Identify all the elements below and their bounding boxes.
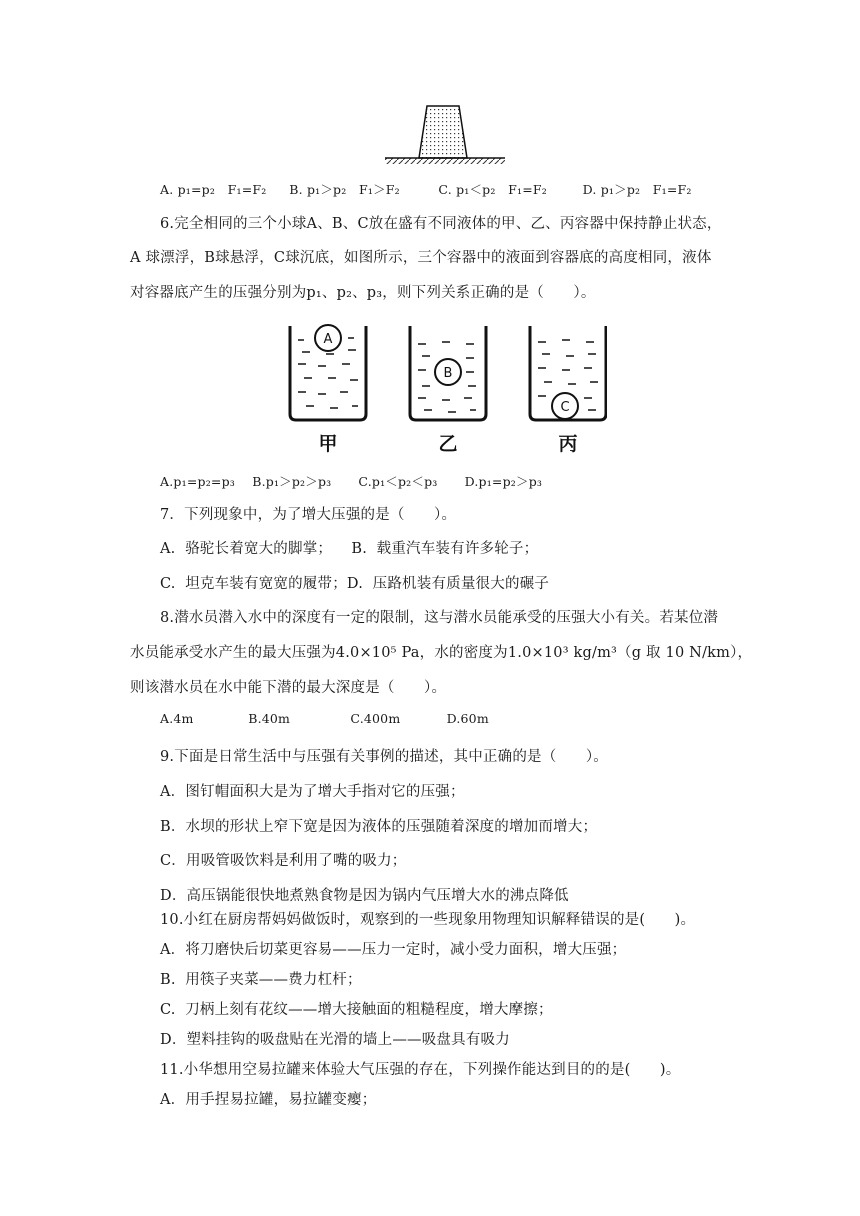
q7-options-line1[interactable]: A. 骆驼长着宽大的脚掌； B. 载重汽车装有许多轮子； <box>160 541 539 557</box>
trapezoid-container-figure <box>385 100 505 166</box>
q8-text-line2: 水员能承受水产生的最大压强为4.0×10⁵ Pa，水的密度为1.0×10³ kg/m³（g 取 10 N/km）， <box>130 645 753 661</box>
q6-option-a[interactable]: A.p₁=p₂=p₃ <box>160 474 235 489</box>
q10-option-a[interactable]: A．将刀磨快后切菜更容易——压力一定时，减小受力面积，增大压强； <box>160 942 627 958</box>
container-yi <box>410 326 486 455</box>
q6-options <box>160 472 542 490</box>
q11-option-a[interactable]: A．用手捏易拉罐，易拉罐变瘿； <box>160 1092 377 1108</box>
container-bing-label: 丙 <box>558 433 578 455</box>
q11-text: 11.小华想用空易拉罐来体验大气压强的存在，下列操作能达到目的的是( )。 <box>160 1062 681 1078</box>
q8-option-c[interactable]: C.400m <box>350 711 401 726</box>
q9-option-b[interactable]: B．水坝的形状上窄下宽是因为液体的压强随着深度的增加而增大； <box>160 819 598 835</box>
q6-text-line1: 6.完全相同的三个小球A、B、C放在盛有不同液体的甲、乙、丙容器中保持静止状态， <box>160 216 722 232</box>
q7-options-line2[interactable]: C. 坦克车装有宽宽的履带；D. 压路机装有质量很大的碾子 <box>160 576 550 592</box>
q7-text: 7．下列现象中，为了增大压强的是（ ）。 <box>160 507 457 523</box>
q9-text: 9.下面是日常生活中与压强有关事例的描述，其中正确的是（ ）。 <box>160 749 608 765</box>
container-yi-label: 乙 <box>438 433 458 455</box>
container-jia <box>290 325 366 455</box>
ball-c-label: C <box>560 400 570 415</box>
q6-option-b[interactable]: B.p₁＞p₂＞p₃ <box>252 474 332 489</box>
q6-option-c[interactable]: C.p₁＜p₂＜p₃ <box>358 474 438 489</box>
q5-option-d[interactable]: D. p₁＞p₂ F₁=F₂ <box>582 182 692 197</box>
q5-option-b[interactable]: B. p₁＞p₂ F₁＞F₂ <box>289 182 400 197</box>
q6-option-d[interactable]: D.p₁=p₂＞p₃ <box>464 474 543 489</box>
q8-options <box>160 711 489 726</box>
three-containers-figure <box>282 320 607 460</box>
q6-text-line2: A 球漂浮，B球悬浮，C球沉底，如图所示，三个容器中的液面到容器底的高度相同，液体 <box>130 250 712 266</box>
ball-a-label: A <box>323 332 333 347</box>
ball-b-label: B <box>443 366 453 381</box>
q8-option-a[interactable]: A.4m <box>160 711 194 726</box>
q9-option-a[interactable]: A．图钉帽面积大是为了增大手指对它的压强； <box>160 784 465 800</box>
q10-option-c[interactable]: C. 刀柄上刻有花纹——增大接触面的粗糙程度，增大摩擦； <box>160 1002 553 1018</box>
q8-option-d[interactable]: D.60m <box>446 711 489 726</box>
q9-option-d[interactable]: D．高压锅能很快地煮熟食物是因为锅内气压增大水的沸点降低 <box>160 888 569 904</box>
container-bing <box>530 326 606 455</box>
q8-option-b[interactable]: B.40m <box>248 711 291 726</box>
container-jia-label: 甲 <box>318 433 338 455</box>
q8-text-line3: 则该潜水员在水中能下潜的最大深度是（ ）。 <box>130 680 447 696</box>
q5-option-a[interactable]: A. p₁=p₂ F₁=F₂ <box>160 182 267 197</box>
q10-text: 10.小红在厨房帮妈妈做饭时，观察到的一些现象用物理知识解释错误的是( )。 <box>160 912 696 928</box>
q10-option-d[interactable]: D．塑料挂钩的吸盘贴在光滑的墙上——吸盘具有吸力 <box>160 1032 510 1048</box>
q8-text-line1: 8.潜水员潜入水中的深度有一定的限制，这与潜水员能承受的压强大小有关。若某位潜 <box>160 610 719 626</box>
q9-option-c[interactable]: C．用吸管吸饮料是利用了嘴的吸力； <box>160 853 407 869</box>
q5-option-c[interactable]: C. p₁＜p₂ F₁=F₂ <box>438 182 547 197</box>
q5-options <box>160 180 692 198</box>
q6-text-line3: 对容器底产生的压强分别为p₁、p₂、p₃，则下列关系正确的是（ ）。 <box>130 285 596 301</box>
q10-option-b[interactable]: B. 用筷子夹菜——费力杠杆； <box>160 972 362 988</box>
